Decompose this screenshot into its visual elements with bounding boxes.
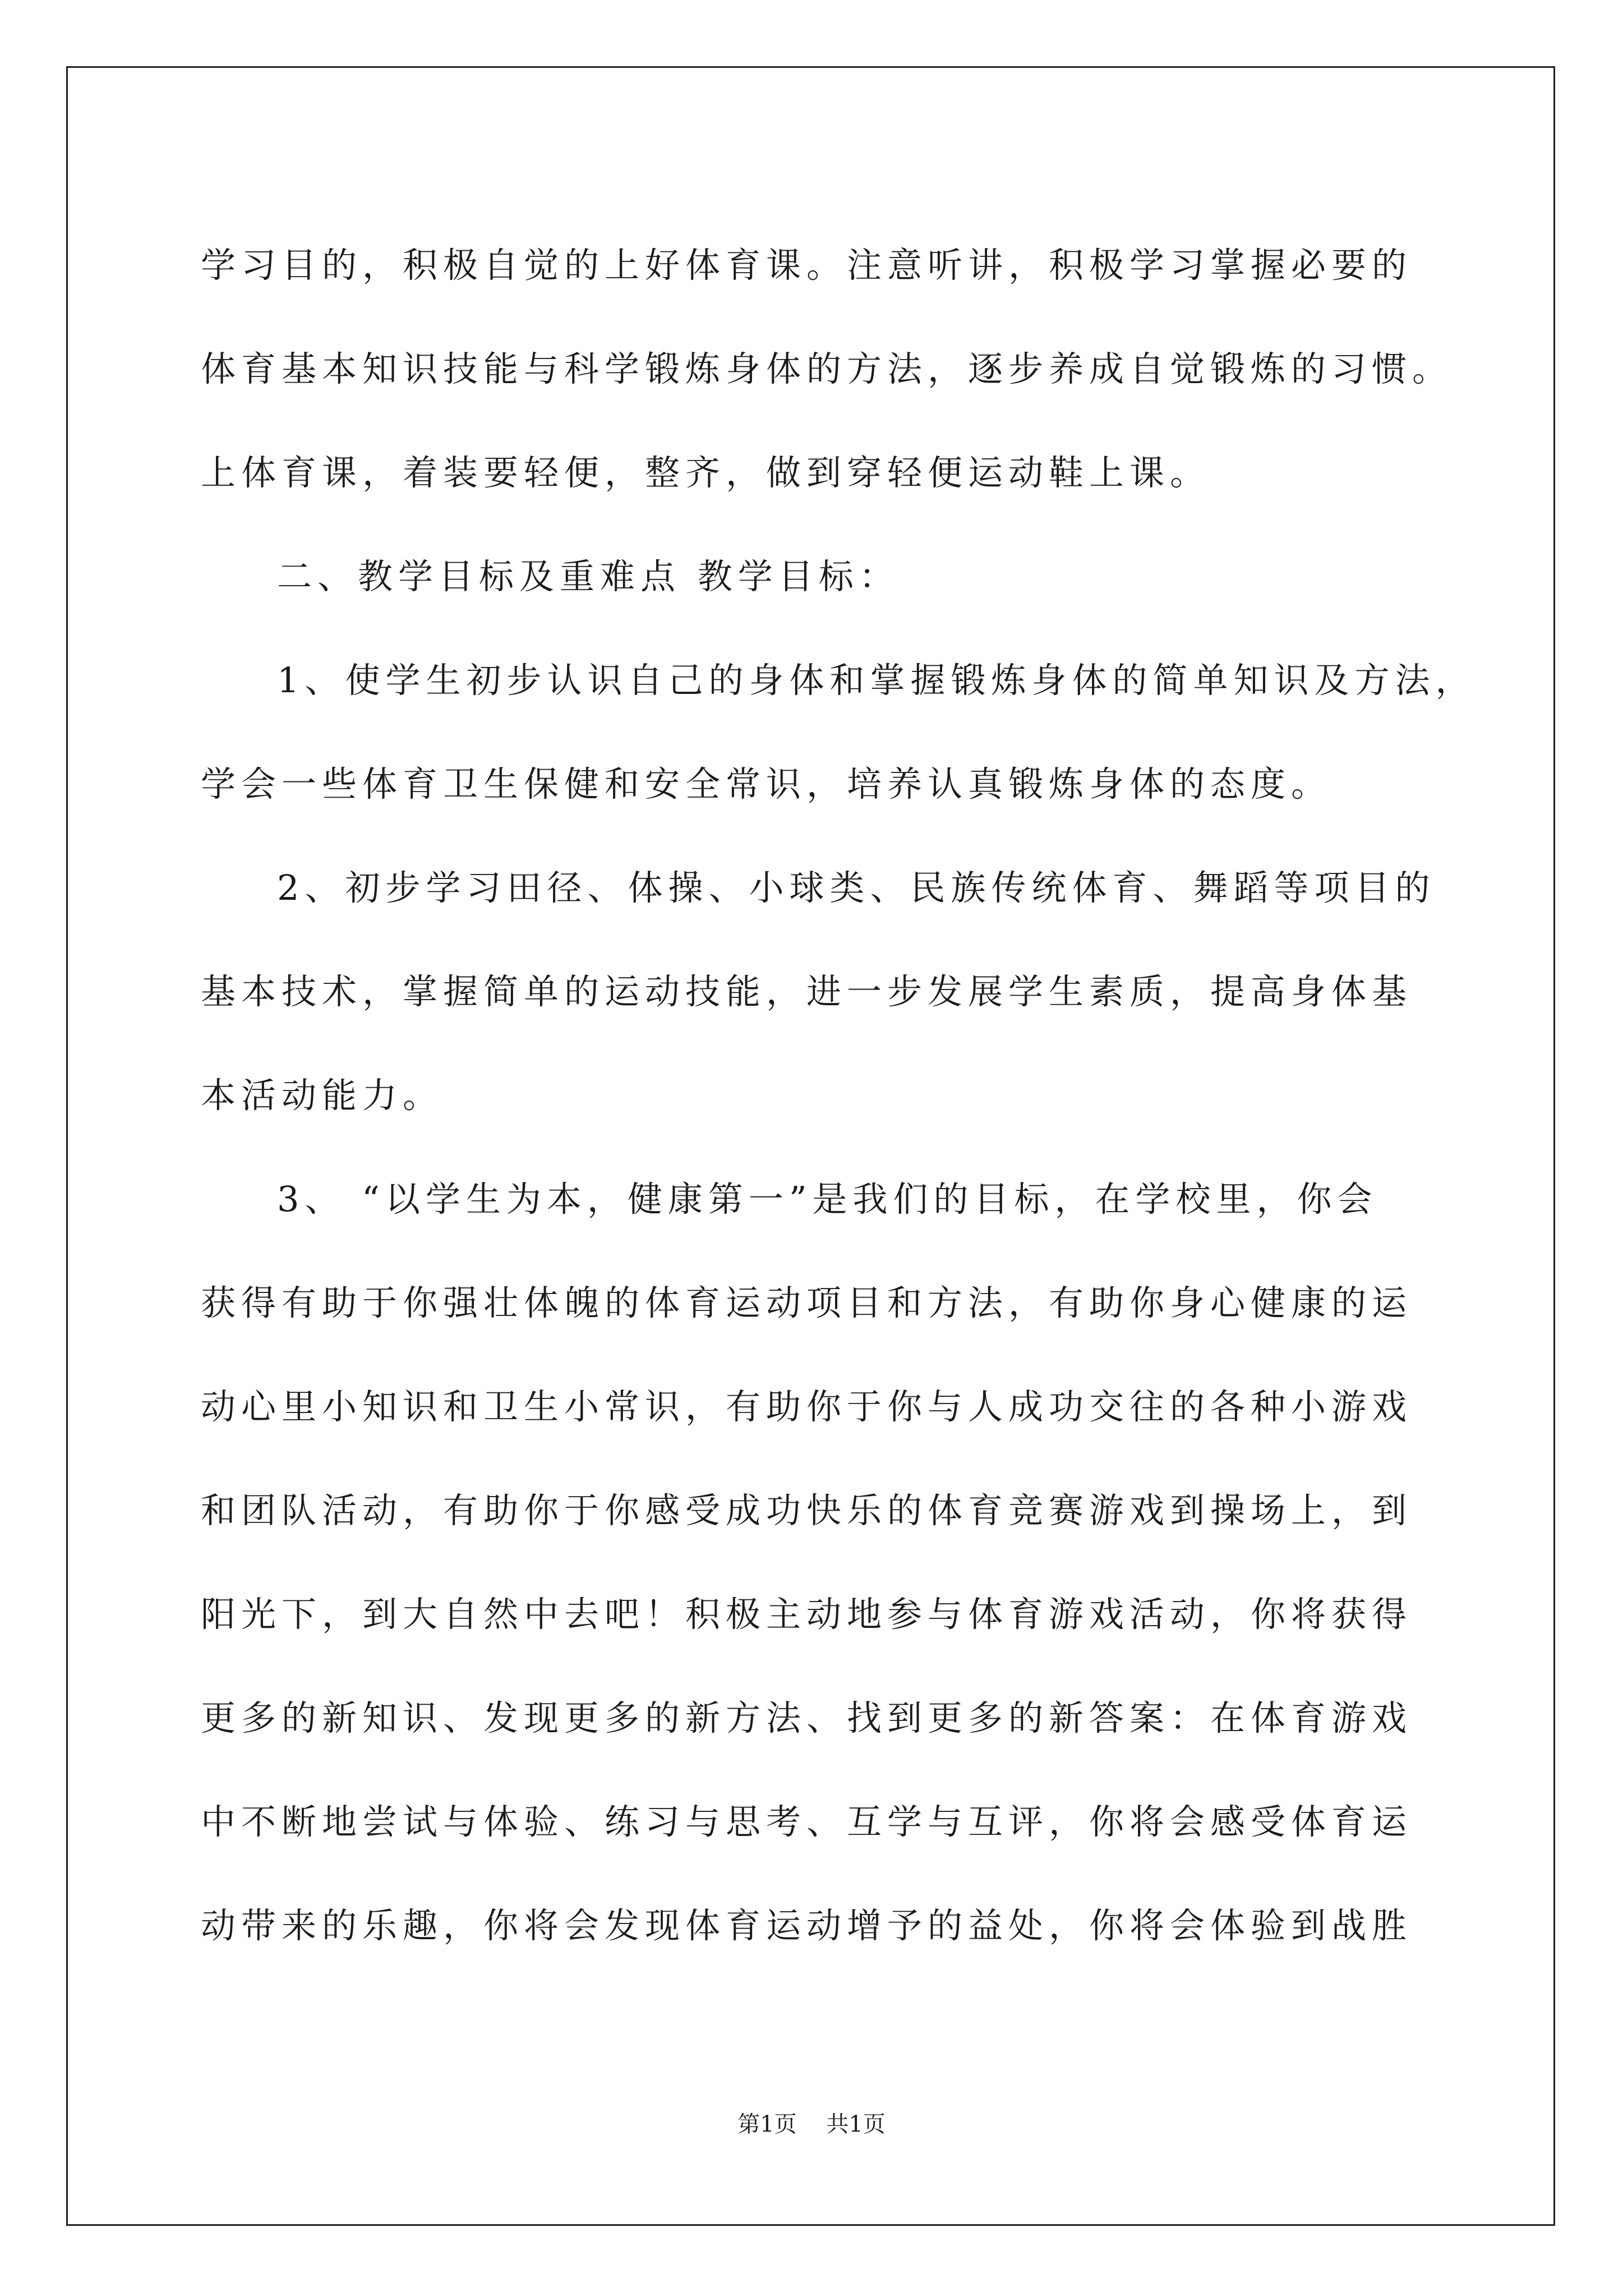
text-line: 上体育课，着装要轻便，整齐，做到穿轻便运动鞋上课。	[201, 452, 1211, 493]
page-number-total: 共1页	[826, 2111, 886, 2137]
text-line: 和团队活动，有助你于你感受成功快乐的体育竞赛游戏到操场上，到	[201, 1490, 1413, 1531]
text-line: 获得有助于你强壮体魄的体育运动项目和方法，有助你身心健康的运	[201, 1282, 1413, 1323]
page-number-current: 第1页	[737, 2111, 797, 2137]
text-line: 3、 “以学生为本，健康第一”是我们的目标，在学校里，你会	[277, 1179, 1378, 1220]
text-line: 学会一些体育卫生保健和安全常识，培养认真锻炼身体的态度。	[201, 763, 1332, 804]
text-line: 阳光下，到大自然中去吧！积极主动地参与体育游戏活动，你将获得	[201, 1594, 1413, 1635]
text-line: 动带来的乐趣，你将会发现体育运动增予的益处，你将会体验到战胜	[201, 1905, 1413, 1946]
text-line: 学习目的，积极自觉的上好体育课。注意听讲，积极学习掌握必要的	[201, 245, 1413, 286]
text-line: 本活动能力。	[201, 1075, 444, 1116]
text-line: 更多的新知识、发现更多的新方法、找到更多的新答案：在体育游戏	[201, 1697, 1413, 1738]
text-line: 二、教学目标及重难点 教学目标：	[277, 556, 900, 597]
page-footer	[0, 2106, 1623, 2138]
text-line: 动心里小知识和卫生小常识，有助你于你与人成功交往的各种小游戏	[201, 1386, 1413, 1427]
text-line: 体育基本知识技能与科学锻炼身体的方法，逐步养成自觉锻炼的习惯。	[201, 348, 1453, 389]
text-line: 2、初步学习田径、体操、小球类、民族传统体育、舞蹈等项目的	[277, 867, 1436, 908]
document-body	[201, 213, 1476, 1977]
text-line: 中不断地尝试与体验、练习与思考、互学与互评，你将会感受体育运	[201, 1801, 1413, 1842]
text-line: 基本技术，掌握简单的运动技能，进一步发展学生素质，提高身体基	[201, 971, 1413, 1012]
text-line: 1、使学生初步认识自己的身体和掌握锻炼身体的简单知识及方法，	[277, 660, 1476, 701]
